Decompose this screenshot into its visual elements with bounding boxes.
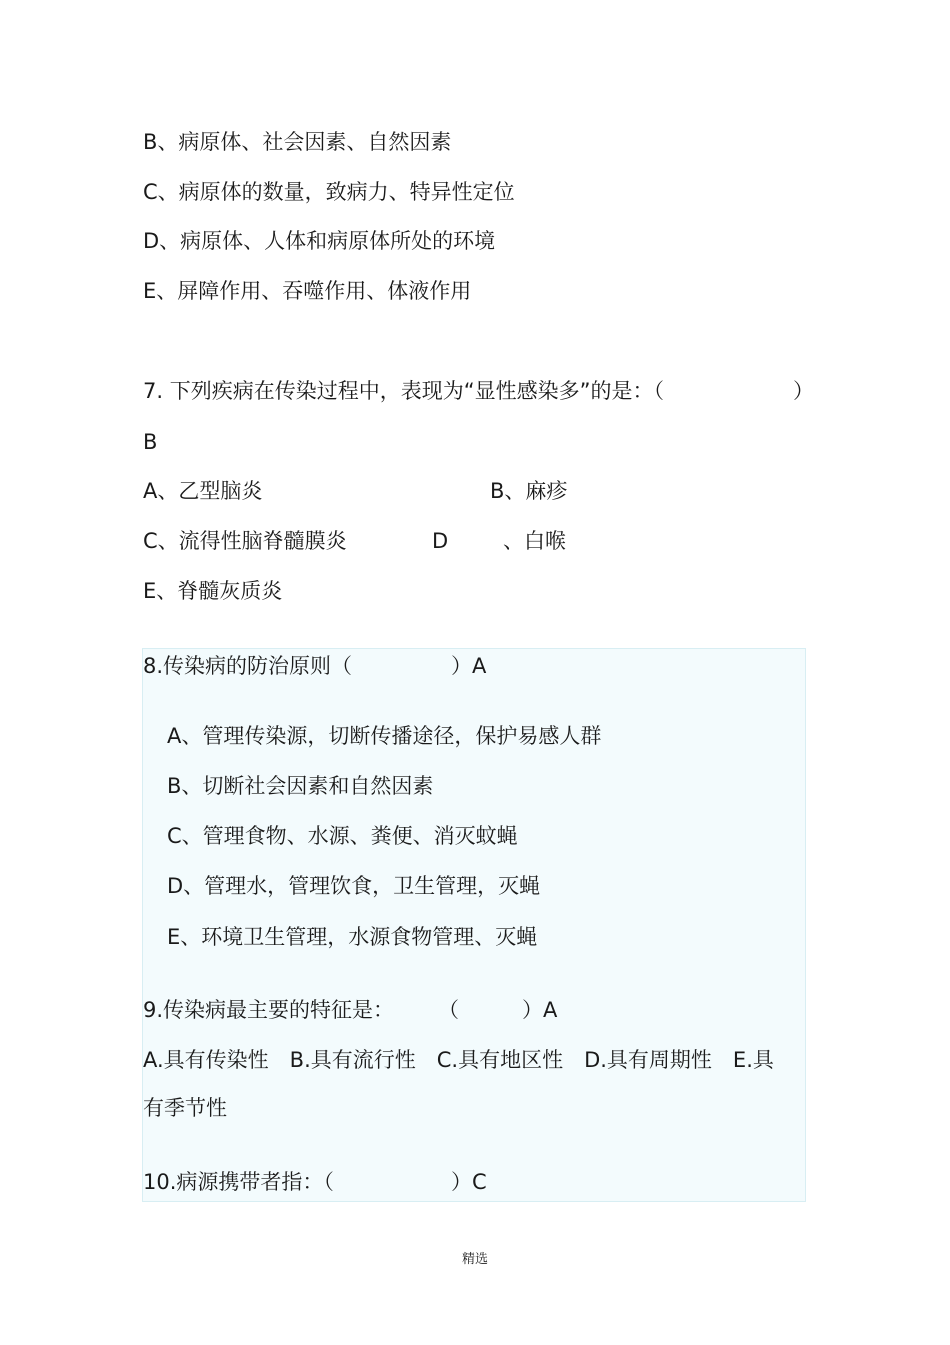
q8-answer: ）A bbox=[451, 654, 487, 678]
q6-option-e: E、屏障作用、吞噬作用、体液作用 bbox=[143, 279, 472, 303]
q8-option-e: E、环境卫生管理，水源食物管理、灭蝇 bbox=[167, 925, 538, 949]
q6-option-c: C、病原体的数量，致病力、特异性定位 bbox=[143, 180, 515, 204]
q9-options-line1: A.具有传染性 B.具有流行性 C.具有地区性 D.具有周期性 E.具 bbox=[143, 1048, 774, 1072]
q7-prompt: 7. 下列疾病在传染过程中，表现为“显性感染多”的是：（ bbox=[143, 379, 664, 403]
q8-option-c: C、管理食物、水源、粪便、消灭蚊蝇 bbox=[167, 824, 518, 848]
q7-option-e: E、脊髓灰质炎 bbox=[143, 579, 283, 603]
q10-answer: ）C bbox=[451, 1170, 487, 1194]
q6-option-b: B、病原体、社会因素、自然因素 bbox=[143, 130, 452, 154]
q7-close-paren: ） bbox=[793, 379, 814, 403]
q9-prompt: 9.传染病最主要的特征是： bbox=[143, 998, 395, 1022]
q7-option-a: A、乙型脑炎 bbox=[143, 479, 263, 503]
q8-option-a: A、管理传染源，切断传播途径，保护易感人群 bbox=[167, 724, 602, 748]
q10-prompt: 10.病源携带者指：（ bbox=[143, 1170, 334, 1194]
q7-option-c: C、流得性脑脊髓膜炎 bbox=[143, 529, 347, 553]
q8-prompt: 8.传染病的防治原则（ bbox=[143, 654, 353, 678]
q8-option-b: B、切断社会因素和自然因素 bbox=[167, 774, 434, 798]
q9-answer: （ ）A bbox=[438, 998, 558, 1022]
q7-option-d-text: 、白喉 bbox=[503, 529, 566, 553]
q7-option-d-letter: D bbox=[432, 529, 449, 553]
page-footer: 精选 bbox=[461, 1252, 488, 1267]
q8-option-d: D、管理水，管理饮食，卫生管理，灭蝇 bbox=[167, 874, 541, 898]
q6-option-d: D、病原体、人体和病原体所处的环境 bbox=[143, 229, 496, 253]
q7-option-b: B、麻疹 bbox=[490, 479, 568, 503]
q7-answer: B bbox=[143, 430, 158, 454]
q9-options-line2: 有季节性 bbox=[143, 1096, 227, 1120]
